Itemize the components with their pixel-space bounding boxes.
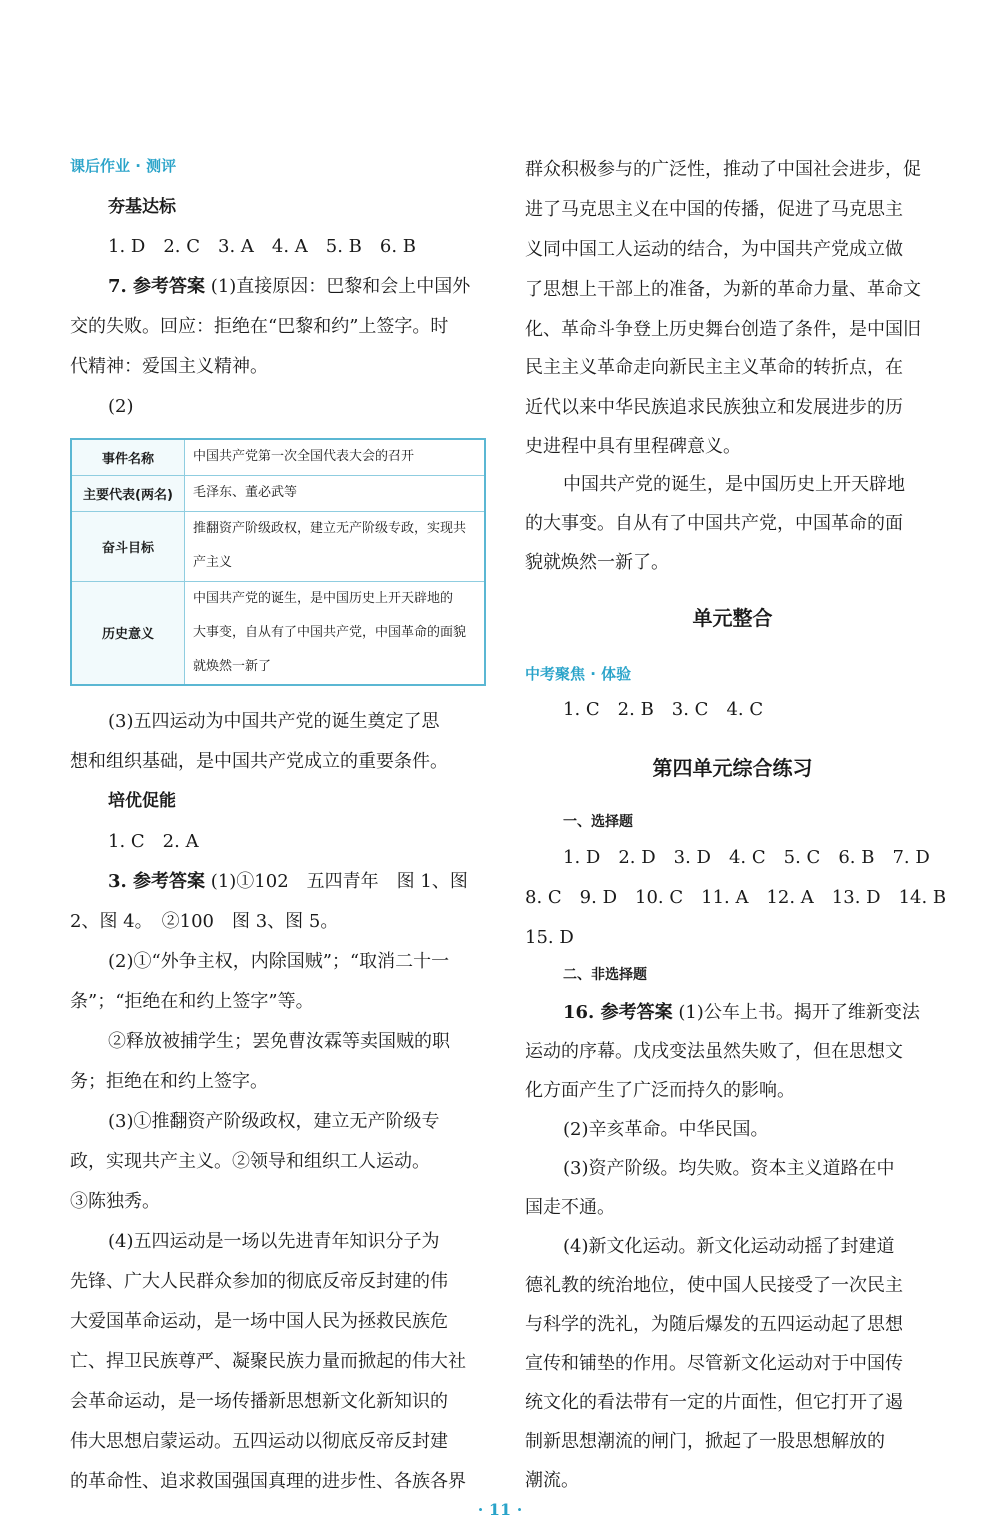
q3-3-line-2: 政，实现共产主义。②领导和组织工人运动。: [70, 1151, 430, 1172]
table-row: [71, 439, 485, 475]
paragraph-2-line-3: 貌就焕然一新了。: [525, 552, 669, 573]
continued-line-7: 近代以来中华民族追求民族独立和发展进步的历: [525, 397, 903, 418]
nonchoice-section-title: 二、非选择题: [563, 967, 647, 983]
choice-answers-line-1: 1. D 2. D 3. D 4. C 5. C 6. B 7. D: [563, 847, 930, 868]
q3-4-line-4: 亡、捍卫民族尊严、凝聚民族力量而掀起的伟大社: [70, 1351, 466, 1372]
q3-number: 3. 参考答案: [108, 871, 206, 892]
continued-line-5: 化、革命斗争登上历史舞台创造了条件，是中国旧: [525, 319, 921, 340]
q16-part-4-line-7: 潮流。: [525, 1470, 579, 1491]
table-key: 主要代表(两名): [71, 475, 185, 511]
table-key: 事件名称: [71, 439, 185, 475]
continued-line-2: 进了马克思主义在中国的传播，促进了马克思主: [525, 199, 903, 220]
section-title-exam-focus: 中考聚焦 · 体验: [525, 665, 632, 683]
q16-number: 16. 参考答案: [563, 1002, 673, 1023]
q3-4-line-2: 先锋、广大人民群众参加的彻底反帝反封建的伟: [70, 1271, 448, 1292]
q3-4-line-7: 的革命性、追求救国强国真理的进步性、各族各界: [70, 1471, 466, 1492]
q16-part-3-line-1: (3)资产阶级。均失败。资本主义道路在中: [563, 1158, 895, 1179]
q3-2b-line-2: 务；拒绝在和约上签字。: [70, 1071, 268, 1092]
unit-integration-heading: 单元整合: [692, 606, 773, 630]
q16-part-4-line-2: 德礼教的统治地位，使中国人民接受了一次民主: [525, 1275, 903, 1296]
table-row: [71, 475, 485, 511]
continued-line-6: 民主主义革命走向新民主主义革命的转折点，在: [525, 357, 903, 378]
q3-4-line-6: 伟大思想启蒙运动。五四运动以彻底反帝反封建: [70, 1431, 448, 1452]
unit-4-practice-heading: 第四单元综合练习: [652, 756, 813, 780]
advanced-mc-answers: 1. C 2. A: [108, 831, 199, 852]
q7-part-2: (2): [108, 396, 134, 417]
table-value: 毛泽东、董必武等: [185, 475, 486, 511]
q16-part-2: (2)辛亥革命。中华民国。: [563, 1119, 769, 1140]
q16-part-3-line-2: 国走不通。: [525, 1197, 615, 1218]
paragraph-2-line-1: 中国共产党的诞生，是中国历史上开天辟地: [563, 474, 905, 495]
choice-section-title: 一、选择题: [563, 814, 633, 830]
q16-part-4-line-6: 制新思想潮流的闸门，掀起了一股思想解放的: [525, 1431, 885, 1452]
q3-4-line-3: 大爱国革命运动，是一场中国人民为拯救民族危: [70, 1311, 448, 1332]
continued-line-8: 史进程中具有里程碑意义。: [525, 436, 741, 457]
continued-line-3: 义同中国工人运动的结合，为中国共产党成立做: [525, 239, 903, 260]
q16-line-1: 16. 参考答案 (1)公车上书。揭开了维新变法: [563, 1002, 920, 1023]
advanced-title: 培优促能: [108, 791, 176, 811]
table-value: 中国共产党的诞生，是中国历史上开天辟地的 大事变，自从有了中国共产党，中国革命的面貌 就焕然一新了: [185, 581, 486, 685]
q3-line-1: 3. 参考答案 (1)①102 五四青年 图 1、图: [108, 871, 468, 892]
table-row: [71, 581, 485, 685]
q3-3-line-3: ③陈独秀。: [70, 1191, 160, 1212]
table-value: 推翻资产阶级政权，建立无产阶级专政，实现共 产主义: [185, 511, 486, 581]
section-title-homework: 课后作业 · 测评: [70, 157, 177, 175]
q16-part-4-line-1: (4)新文化运动。新文化运动动摇了封建道: [563, 1236, 895, 1257]
q7-line-3: 代精神：爱国主义精神。: [70, 356, 268, 377]
q7-part-3-line-1: (3)五四运动为中国共产党的诞生奠定了思: [108, 711, 440, 732]
q3-4-line-5: 会革命运动，是一场传播新思想新文化新知识的: [70, 1391, 448, 1412]
table-row: [71, 511, 485, 581]
q3-2b-line-1: ②释放被捕学生；罢免曹汝霖等卖国贼的职: [108, 1031, 450, 1052]
continued-line-1: 群众积极参与的广泛性，推动了中国社会进步，促: [525, 159, 921, 180]
q3-2-line-2: 条”；“拒绝在和约上签字”等。: [70, 991, 314, 1012]
choice-answers-line-3: 15. D: [525, 927, 574, 948]
q3-2-line-1: (2)①“外争主权，内除国贼”；“取消二十一: [108, 951, 450, 972]
table-value: 中国共产党第一次全国代表大会的召开: [185, 439, 486, 475]
exam-focus-answers: 1. C 2. B 3. C 4. C: [563, 699, 764, 720]
basic-mc-answers: 1. D 2. C 3. A 4. A 5. B 6. B: [108, 236, 417, 257]
q16-line-3: 化方面产生了广泛而持久的影响。: [525, 1080, 795, 1101]
event-table: [70, 438, 486, 686]
table-key: 历史意义: [71, 581, 185, 685]
q7-line-2: 交的失败。回应：拒绝在“巴黎和约”上签字。时: [70, 316, 449, 337]
table-key: 奋斗目标: [71, 511, 185, 581]
choice-answers-line-2: 8. C 9. D 10. C 11. A 12. A 13. D 14. B: [525, 887, 947, 908]
q16-part-4-line-3: 与科学的洗礼，为随后爆发的五四运动起了思想: [525, 1314, 903, 1335]
q16-line-2: 运动的序幕。戊戌变法虽然失败了，但在思想文: [525, 1041, 903, 1062]
q7-part-3-line-2: 想和组织基础，是中国共产党成立的重要条件。: [70, 751, 448, 772]
continued-line-4: 了思想上干部上的准备，为新的革命力量、革命文: [525, 279, 921, 300]
q3-3-line-1: (3)①推翻资产阶级政权，建立无产阶级专: [108, 1111, 440, 1132]
q7-line-1: 7. 参考答案 (1)直接原因：巴黎和会上中国外: [108, 276, 471, 297]
basic-title: 夯基达标: [108, 197, 176, 217]
q16-part-4-line-4: 宣传和铺垫的作用。尽管新文化运动对于中国传: [525, 1353, 903, 1374]
paragraph-2-line-2: 的大事变。自从有了中国共产党，中国革命的面: [525, 513, 903, 534]
q16-part-4-line-5: 统文化的看法带有一定的片面性，但它打开了遏: [525, 1392, 903, 1413]
page-number: · 11 ·: [477, 1500, 523, 1519]
q7-number: 7. 参考答案: [108, 276, 206, 297]
q3-4-line-1: (4)五四运动是一场以先进青年知识分子为: [108, 1231, 440, 1252]
q3-line-2: 2、图 4。 ②100 图 3、图 5。: [70, 911, 339, 932]
